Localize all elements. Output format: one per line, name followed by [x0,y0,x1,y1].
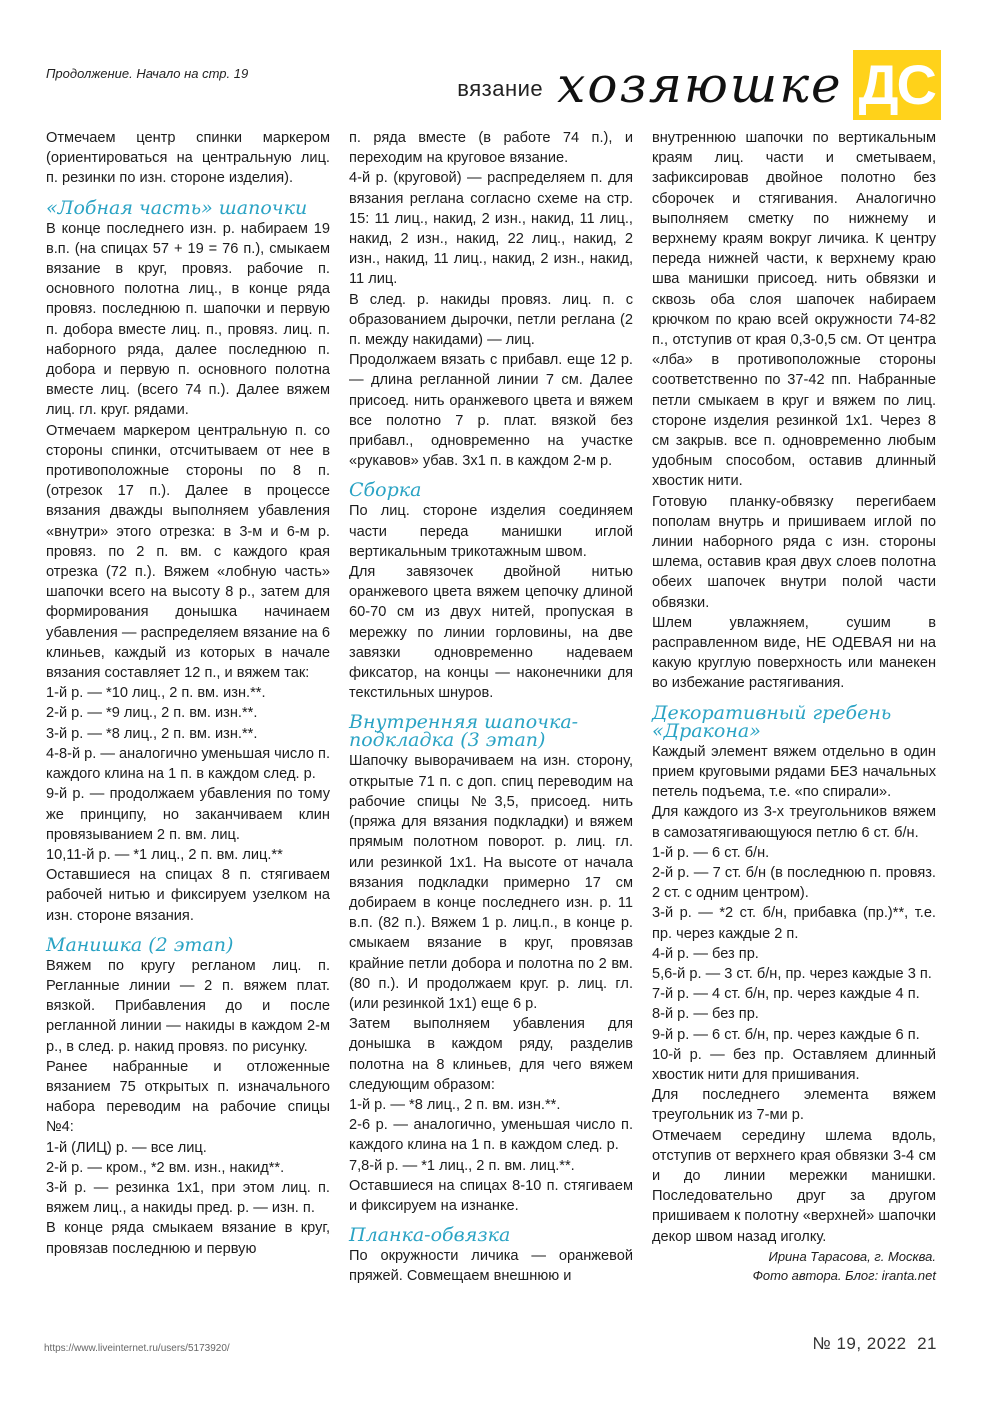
paragraph: Для последнего элемента вяжем треугольник из 7-ми р. [652,1087,936,1124]
page-number: 21 [917,1334,937,1353]
paragraph: По лиц. стороне изделия соединяем части переда манишки иглой вертикальным трикотажным швом. [349,503,633,560]
paragraph: В конце ряда смыкаем вязание в круг, провязав последнюю и первую [46,1220,330,1257]
paragraph: 2-й р. — *9 лиц., 2 п. вм. изн.**. [46,705,258,722]
section-label: вязание [457,76,544,101]
paragraph: В след. р. накиды провяз. лиц. п. с образованием дырочки, петли реглана (2 п. между накидами) — лиц. [349,291,633,349]
magazine-header [457,40,941,120]
paragraph: 2-й р. — кром., *2 вм. изн., накид**. [46,1159,285,1176]
paragraph: Продолжаем вязать с прибавл. еще 12 р. — длина регланной линии 7 см. Далее присоед. нить оранжевого цвета и вяжем все полотно 7 р. плат. вязкой без прибавл., одновременно на участке «рукавов» убав. 3х1 п. в каждом 2-м р. [349,352,633,470]
paragraph: Затем выполняем убавления для донышка в каждом ряду, разделив полотна на 8 клиньев, для чего вяжем следующим образом: [349,1016,633,1093]
author-credit: Фото автора. Блог: iranta.net [752,1267,936,1283]
paragraph: 10,11-й р. — *1 лиц., 2 п. вм. лиц.** [46,846,283,863]
paragraph: Оставшиеся на спицах 8 п. стягиваем рабочей нитью и фиксируем узелком на изн. стороне вязания. [46,867,330,924]
issue-number [812,1334,937,1354]
section-heading: Сборка [349,479,422,502]
paragraph: 4-8-й р. — аналогично уменьшая число п. каждого клина на 1 п. в каждом след. р. [46,745,331,783]
text-column-3 [652,128,936,1285]
paragraph: 4-й р. (круговой) — распределяем п. для вязания реглана согласно схеме на стр. 15: 11 лиц., накид, 2 изн., накид, 11 лиц., накид, 2 изн., накид, 22 лиц., накид, 2 изн., накид, 11 лиц., накид, 2 изн., накид, 11 лиц. [349,170,633,288]
paragraph: 7,8-й р. — *1 лиц., 2 п. вм. лиц.**. [349,1157,575,1174]
paragraph: п. ряда вместе (в работе 74 п.), и переходим на круговое вязание. [349,130,633,167]
paragraph: Отмечаем маркером центральную п. со стороны спинки, отсчитываем от нее в противоположные стороны по 8 п. (отрезок 17 п.). Далее в процессе вязания дважды выполняем убавления «внутри» этого отрезка: в 3-м и 6-м р. провяз. по 2 п. вм. с каждого края отрезка (72 п.). Вяжем «лобную часть» шапочки всего на высоту 8 р., затем для формирования донышка начинаем убавления — распределяем вязание на 6 клиньев, каждый из которых в начале вязания составляет 12 п., и вяжем так: [46,422,330,682]
paragraph: Шлем увлажняем, сушим в расправленном виде, НЕ ОДЕВАЯ ни на какую круглую поверхность или манекен во избежание растягивания. [652,614,936,692]
paragraph: 1-й (ЛИЦ) р. — все лиц. [46,1139,207,1156]
paragraph: 2-6 р. — аналогично, уменьшая число п. каждого клина на 1 п. в каждом след. р. [349,1117,633,1154]
section-heading: Внутренняя шапочка-подкладка (3 этап) [349,711,579,752]
paragraph: 10-й р. — без пр. Оставляем длинный хвостик нити для пришивания. [652,1046,936,1083]
continuation-note: Продолжение. Начало на стр. 19 [46,66,249,81]
section-heading: «Лобная часть» шапочки [46,196,308,219]
paragraph: Отмечаем центр спинки маркером (ориентироваться на центральную лиц. п. резинки по изн. стороне изделия). [46,130,330,187]
paragraph: Для завязочек двойной нитью оранжевого цвета вяжем цепочку длиной 60-70 см из двух нитей, пропуская в мережку по линии горловины, на две завязки одновременно надеваем фиксатор, на концы — наконечники для текстильных шнуров. [349,564,633,702]
paragraph: Каждый элемент вяжем отдельно в один прием круговыми рядами БЕЗ начальных петель подъема, т.е. «по спирали». [652,743,936,801]
paragraph: 1-й р. — *10 лиц., 2 п. вм. изн.**. [46,685,266,702]
paragraph: Ранее набранные и отложенные вязанием 75 открытых п. изначального набора переводим на рабочие спицы №4: [46,1058,330,1136]
author-credit: Ирина Тарасова, г. Москва. [768,1248,936,1264]
paragraph: 1-й р. — 6 ст. б/н. [652,844,770,861]
paragraph: 5,6-й р. — 3 ст. б/н, пр. через каждые 3 п. [652,965,932,982]
text-column-2 [349,128,633,1287]
paragraph: 1-й р. — *8 лиц., 2 п. вм. изн.**. [349,1096,561,1113]
paragraph: Шапочку выворачиваем на изн. сторону, открытые 71 п. с доп. спиц переводим на рабочие спицы №3,5, присоед. нить (пряжа для вязания подкладки) и вяжем прямым полотном поворот. р. лиц. гл. или резинкой 1х1. На высоте от начала вязания подкладки примерно 17 см добираем в конце последнего изн. р. 11 в.п. (82 п.). Вяжем 1 р. лиц.п., в конце р. смыкаем вязание в круг, провязав крайние петли добора и полотна по 2 вм. (80 п.). И продолжаем круг. р. лиц. гл. (или резинкой 1х1) еще 6 р. [349,753,633,1012]
section-heading: Манишка (2 этап) [46,933,234,956]
brand-logo: ДС [853,50,941,120]
paragraph: 9-й р. — продолжаем убавления по тому же принципу, но заканчиваем клин провязыванием 2 п. вм. лиц. [46,786,330,843]
paragraph: 7-й р. — 4 ст. б/н, пр. через каждые 4 п. [652,986,920,1003]
magazine-title: хозяюшке [557,56,843,114]
paragraph: По окружности личика — оранжевой пряжей. Совмещаем внешнюю и [349,1248,633,1285]
section-heading: Планка-обвязка [349,1224,511,1247]
paragraph: Оставшиеся на спицах 8-10 п. стягиваем и фиксируем на изнанке. [349,1177,633,1214]
paragraph: 9-й р. — 6 ст. б/н, пр. через каждые 6 п. [652,1026,920,1043]
section-heading: Декоративный гребень «Дракона» [652,701,892,742]
paragraph: 3-й р. — *8 лиц., 2 п. вм. изн.**. [46,725,258,742]
paragraph: 4-й р. — без пр. [652,945,759,962]
paragraph: 3-й р. — *2 ст. б/н, прибавка (пр.)**, т.е. пр. через каждые 2 п. [652,905,936,942]
paragraph: Отмечаем середину шлема вдоль, отступив от верхнего края обвязки 3-4 см и до линии мережки манишки. Последовательно друг за другом пришиваем к полотну «верхней» шапочки декор швом назад иголку. [652,1127,936,1245]
paragraph: внутреннюю шапочки по вертикальным краям лиц. части и сметываем, зафиксировав двойное полотно без сборочек и стягивания. Аналогично выполняем сметку по нижнему и верхнему краям вокруг личика. К центру переда нижней части, к верхнему краю шва манишки присоед. нить обвязки и сквозь оба слоя шапочек набираем крючком по краю всей окружности 74-82 п., отступив от края 0,3-0,5 см. От центра «лба» в противоположные стороны соответственно по 37-42 пп. Набранные петли смыкаем в круг и вяжем по лиц. стороне изделия резинкой 1х1. Через 8 см закрыв. все п. одновременно любым удобным способом, оставив длинный хвостик нити. [652,130,936,490]
paragraph: 8-й р. — без пр. [652,1006,759,1023]
text-column-1 [46,128,330,1259]
paragraph: 3-й р. — резинка 1х1, при этом лиц. п. вяжем лиц., а накиды пред. р. — изн. п. [46,1179,330,1217]
paragraph: Вяжем по кругу регланом лиц. п. Регланные линии — 2 п. вяжем плат. вязкой. Прибавления до и после регланной линии — накиды в каждом 2-м р., в след. р. накид провяз. по рисунку. [46,957,330,1055]
issue-label: № 19, 2022 [812,1334,907,1353]
paragraph: 2-й р. — 7 ст. б/н (в последнюю п. провяз. 2 ст. с одним центром). [652,864,936,902]
source-url: https://www.liveinternet.ru/users/5173920/ [44,1343,230,1354]
paragraph: Для каждого из 3-х треугольников вяжем в самозатягивающуюся петлю 6 ст. б/н. [652,804,936,841]
paragraph: В конце последнего изн. р. набираем 19 в.п. (на спицах 57 + 19 = 76 п.), смыкаем вязание в круг, провяз. рабочие п. основного полотна лиц., в конце ряда провяз. последнюю п. шапочки и первую п. добора вместе лиц. п., провяз. лиц. п. наборного ряда, далее последнюю п. добора и первую п. основного полотна вместе лиц. (всего 74 п.). Далее вяжем лиц. гл. круг. рядами. [46,220,330,419]
paragraph: Готовую планку-обвязку перегибаем пополам внутрь и пришиваем иглой по линии наборного ряда с изн. стороны шлема, оставив края двух слоев полотна обеих шапочек внутри полой части обвязки. [652,493,936,611]
